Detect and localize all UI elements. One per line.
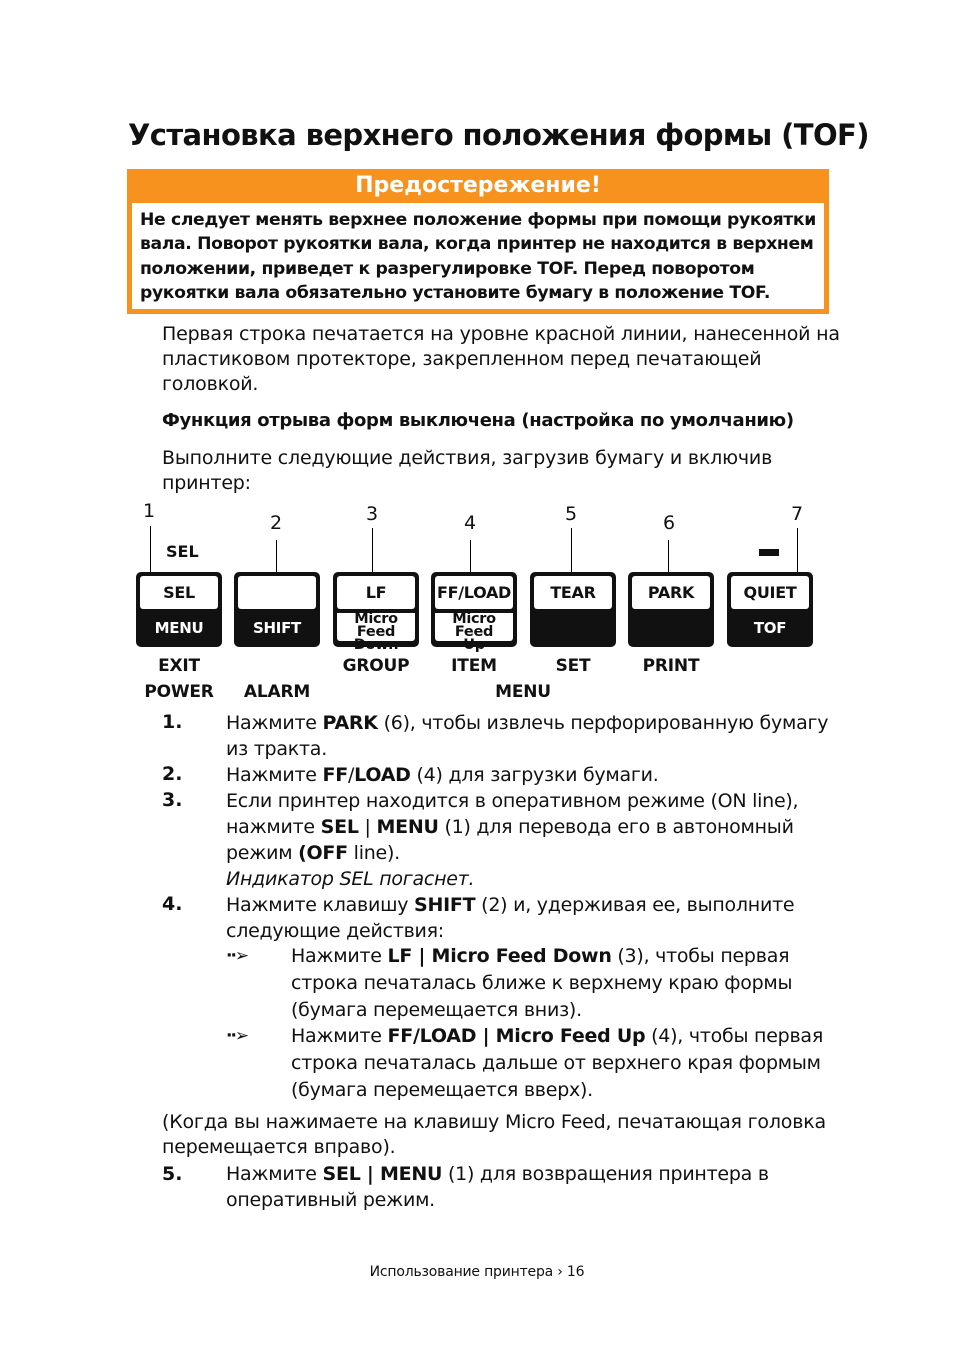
key-name: SEL | MENU xyxy=(322,1163,443,1185)
key-name: SHIFT xyxy=(414,894,476,916)
bullet-arrow-icon: ··➢ xyxy=(226,1026,248,1046)
warning-line: рукоятки вала обязательно установите бумагу в положение TOF. xyxy=(140,282,771,303)
page-footer: Использование принтера › 16 xyxy=(369,1264,585,1280)
text-line: (бумага перемещается вниз). xyxy=(291,999,582,1021)
text-line: строка печаталась ближе к верхнему краю формы xyxy=(291,972,793,994)
text-line: строка печаталась дальше от верхнего края формым xyxy=(291,1052,821,1074)
key-top-label: QUIET xyxy=(731,576,809,609)
text-line: (Когда вы нажимаете на клавишу Micro Feed, печатающая головка xyxy=(162,1111,826,1133)
text: (1) для перевода его в автономный xyxy=(438,816,794,838)
step-number: 1. xyxy=(162,711,183,733)
page-title: Установка верхнего положения формы (TOF) xyxy=(128,118,869,152)
step-number: 5. xyxy=(162,1163,183,1185)
callout-3: 3 xyxy=(366,503,379,525)
key-top-label: PARK xyxy=(632,576,710,609)
lf-micro-feed-down-key[interactable] xyxy=(333,572,419,653)
callout-5: 5 xyxy=(565,503,578,525)
key-top-label: TEAR xyxy=(534,576,612,609)
quiet-indicator-light xyxy=(759,549,779,556)
callout-line-3 xyxy=(372,528,373,572)
sel-menu-key[interactable] xyxy=(136,572,222,647)
text-line: Первая строка печатается на уровне красной линии, нанесенной на xyxy=(162,323,840,345)
key-name: FF/LOAD | Micro Feed Up xyxy=(387,1025,646,1047)
callout-line-5 xyxy=(571,528,572,572)
text: (4), чтобы первая xyxy=(645,1025,823,1047)
key-bottom-label: TOF xyxy=(753,619,787,637)
sub-step-2 xyxy=(291,1023,823,1104)
key-name: MENU xyxy=(376,816,439,838)
label-alarm: ALARM xyxy=(243,682,311,702)
callout-4: 4 xyxy=(464,512,477,534)
micro-feed-note xyxy=(162,1110,826,1160)
text: (1) для возвращения принтера в xyxy=(442,1163,769,1185)
tear-key[interactable] xyxy=(530,572,616,647)
text: режим xyxy=(226,842,299,864)
callout-6: 6 xyxy=(663,512,676,534)
section-subheading: Функция отрыва форм выключена (настройка по умолчанию) xyxy=(162,410,794,431)
text-line: оперативный режим. xyxy=(226,1189,435,1211)
step-number: 3. xyxy=(162,789,183,811)
callout-line-6 xyxy=(668,540,669,572)
text-line: Если принтер находится в оперативном режиме (ON line), xyxy=(226,790,799,812)
instructions-paragraph xyxy=(162,446,772,496)
text: Нажмите клавишу xyxy=(226,894,415,916)
key-bottom-label xyxy=(435,611,513,653)
warning-box xyxy=(127,169,829,314)
sub-step-1 xyxy=(291,943,792,1024)
label-print: PRINT xyxy=(642,656,700,676)
step-number: 4. xyxy=(162,893,183,915)
step-3 xyxy=(226,788,798,892)
label-exit: EXIT xyxy=(158,656,200,676)
key-bottom-label xyxy=(337,611,415,653)
text-line: пластиковом протекторе, закрепленном перед печатающей xyxy=(162,348,762,370)
key-name: PARK xyxy=(322,712,378,734)
text: / xyxy=(348,764,355,786)
key-bottom-line: Micro Feed xyxy=(452,611,496,640)
text: Нажмите xyxy=(291,945,388,967)
step-4 xyxy=(226,892,794,944)
shift-key[interactable] xyxy=(234,572,320,647)
quiet-tof-key[interactable] xyxy=(727,572,813,647)
text: Нажмите xyxy=(226,764,323,786)
mode-name: (OFF xyxy=(298,842,348,864)
key-top-label: FF/LOAD xyxy=(435,576,513,609)
text: Нажмите xyxy=(226,712,323,734)
key-top-label: LF xyxy=(337,576,415,609)
text-line: следующие действия: xyxy=(226,920,444,942)
label-group: GROUP xyxy=(342,656,410,676)
key-top-label xyxy=(238,576,316,609)
label-item: ITEM xyxy=(451,656,497,676)
text-line: головкой. xyxy=(162,373,259,395)
text: Нажмите xyxy=(291,1025,388,1047)
label-set: SET xyxy=(555,656,591,676)
text-line: принтер: xyxy=(162,472,251,494)
key-bottom-line: Up xyxy=(463,637,485,653)
text: (3), чтобы первая xyxy=(611,945,790,967)
key-top-label: SEL xyxy=(140,576,218,609)
warning-line: Не следует менять верхнее положение формы при помощи рукоятки xyxy=(140,210,816,230)
text: (6), чтобы извлечь перфорированную бумагу xyxy=(377,712,829,734)
text: нажмите xyxy=(226,816,321,838)
step-1 xyxy=(226,710,828,762)
text: Нажмите xyxy=(226,1163,323,1185)
label-menu: MENU xyxy=(495,682,551,702)
text: (2) и, удерживая ее, выполните xyxy=(475,894,795,916)
step-note: Индикатор SEL погаснет. xyxy=(226,868,475,890)
ffload-micro-feed-up-key[interactable] xyxy=(431,572,517,653)
text: | xyxy=(358,816,377,838)
text-line: из тракта. xyxy=(226,738,327,760)
key-name: SEL xyxy=(320,816,359,838)
callout-line-4 xyxy=(470,540,471,572)
callout-7: 7 xyxy=(791,503,804,525)
key-name: LF | Micro Feed Down xyxy=(387,945,612,967)
key-name: FF xyxy=(322,764,348,786)
text: (4) для загрузки бумаги. xyxy=(410,764,659,786)
text-line: (бумага перемещается вверх). xyxy=(291,1079,593,1101)
text-line: перемещается вправо). xyxy=(162,1136,396,1158)
callout-1: 1 xyxy=(143,500,156,522)
text: line). xyxy=(347,842,400,864)
key-name: LOAD xyxy=(354,764,411,786)
warning-text xyxy=(132,203,824,309)
bullet-arrow-icon: ··➢ xyxy=(226,946,248,966)
step-5 xyxy=(226,1161,769,1213)
callout-line-2 xyxy=(276,540,277,572)
key-bottom-label: SHIFT xyxy=(253,619,301,637)
warning-line: вала. Поворот рукоятки вала, когда принтер не находится в верхнем xyxy=(140,234,814,255)
key-bottom-label xyxy=(530,613,616,643)
park-key[interactable] xyxy=(628,572,714,647)
step-number: 2. xyxy=(162,763,183,785)
step-2 xyxy=(226,762,659,788)
warning-line: положении, приведет к разрегулировке TOF. Перед поворотом xyxy=(140,258,755,279)
key-bottom-line: Micro Feed xyxy=(354,611,398,640)
callout-2: 2 xyxy=(270,512,283,534)
intro-paragraph xyxy=(162,322,840,397)
callout-line-7 xyxy=(797,528,798,572)
sel-indicator-label: SEL xyxy=(166,542,199,561)
warning-heading: Предостережение! xyxy=(355,173,601,198)
key-bottom-label: MENU xyxy=(154,619,204,637)
label-power: POWER xyxy=(144,682,214,702)
key-bottom-label xyxy=(628,613,714,643)
key-bottom-line: Down xyxy=(353,637,399,653)
text-line: Выполните следующие действия, загрузив бумагу и включив xyxy=(162,447,773,469)
callout-line-1 xyxy=(150,526,151,572)
